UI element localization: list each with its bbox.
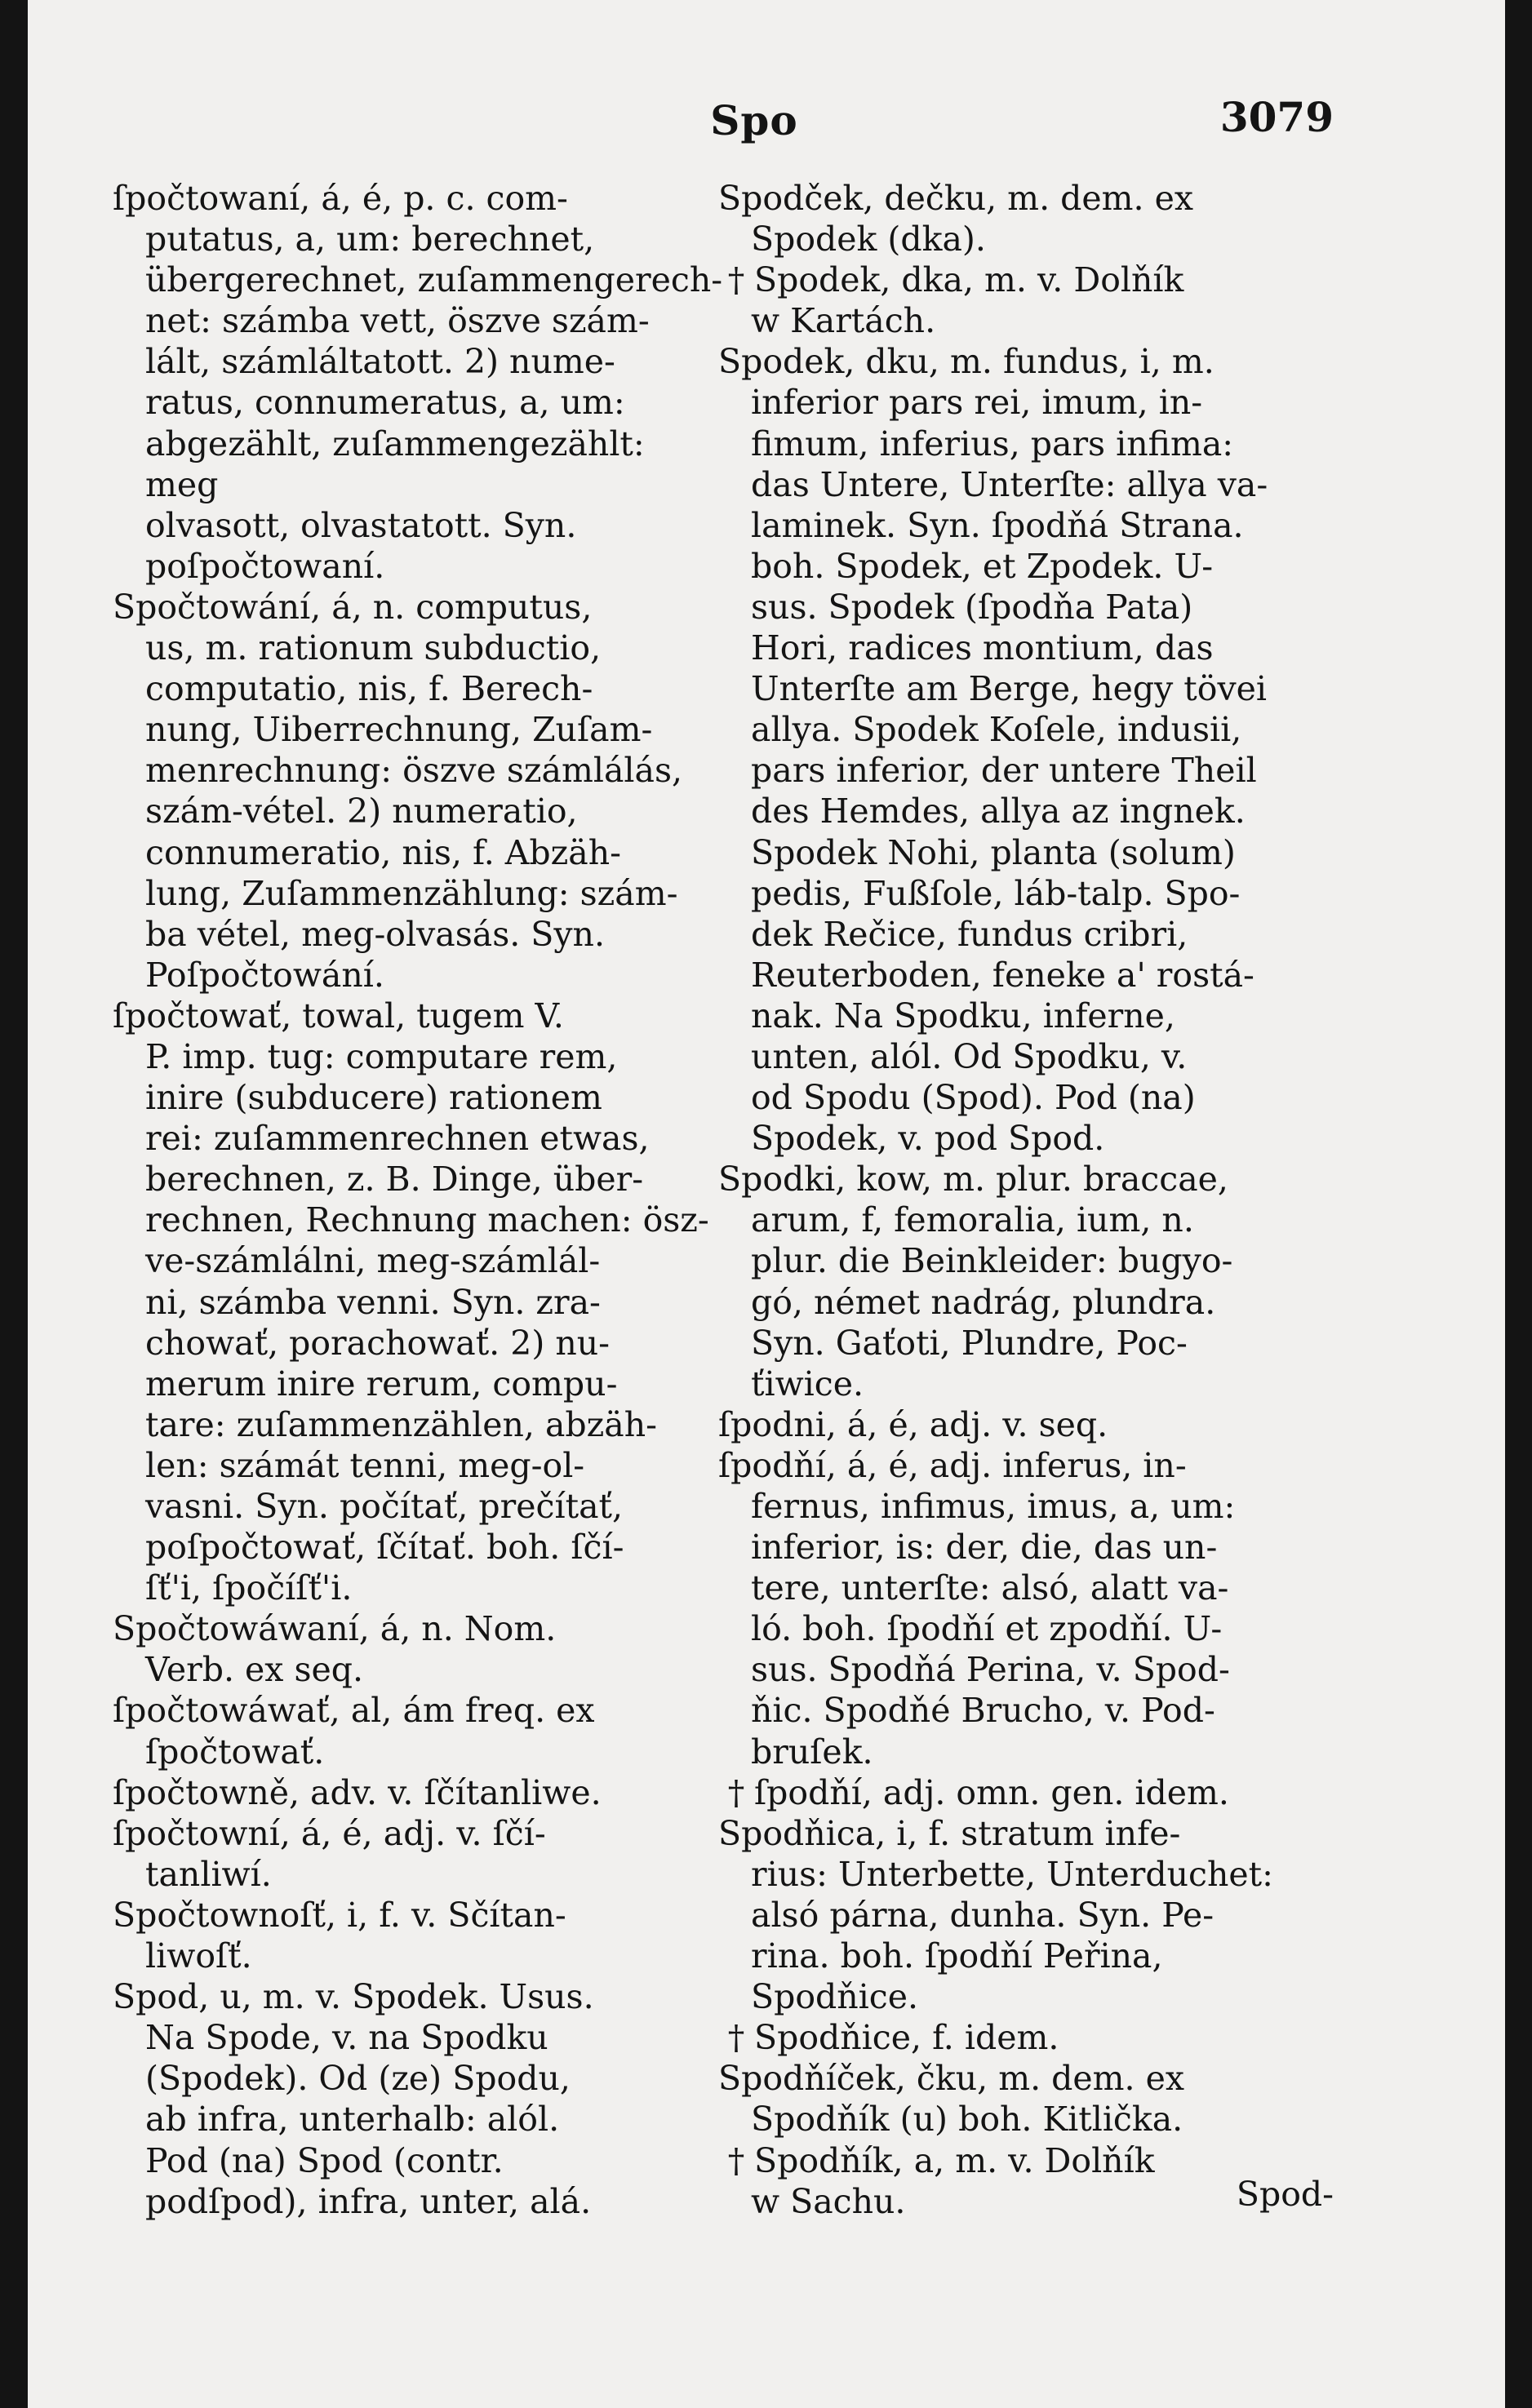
entry-continuation <box>718 1854 1332 1895</box>
entry-continuation <box>718 627 1332 668</box>
entry-text: Pod (na) Spod (contr. <box>145 2140 504 2180</box>
entry-continuation <box>718 1895 1332 1936</box>
dagger-mark: † <box>727 2140 745 2180</box>
entry-headline <box>113 1608 728 1649</box>
entry-text: dek Rečice, fundus cribri, <box>751 914 1188 954</box>
entry-continuation <box>113 1568 728 1608</box>
entry-text: nung, Uiberrechnung, Zuſam- <box>145 710 653 750</box>
entry-text: fimum, inferius, pars infima: <box>751 424 1234 463</box>
entry-continuation <box>718 1732 1332 1772</box>
entry-text: arum, f, femoralia, ium, n. <box>751 1200 1194 1240</box>
entry-continuation <box>113 2058 728 2099</box>
entry-text: tare: zuſammenzählen, abzäh- <box>145 1404 657 1444</box>
entry-headline <box>718 1404 1332 1445</box>
entry-text: ló. boh. ſpodňí et zpodňí. U- <box>751 1609 1223 1649</box>
entry-continuation <box>718 709 1332 750</box>
entry-text: (Spodek). Od (ze) Spodu, <box>145 2059 571 2099</box>
entry-headline <box>113 178 728 219</box>
entry-text: Spodňík (u) boh. Kitlička. <box>751 2100 1183 2140</box>
entry-text: rius: Unterbette, Unterduchet: <box>751 1854 1273 1894</box>
entry-text: tanliwí. <box>145 1854 272 1894</box>
entry-continuation <box>718 996 1332 1036</box>
entry-text: Spočtownoſť, i, f. v. Sčítan- <box>113 1895 566 1935</box>
entry-text: berechnen, z. B. Dinge, über- <box>145 1160 644 1200</box>
entry-continuation <box>718 1527 1332 1568</box>
dictionary-entry <box>718 1445 1332 1772</box>
entry-continuation <box>718 791 1332 831</box>
entry-text: alsó párna, dunha. Syn. Pe- <box>751 1895 1214 1935</box>
entry-continuation <box>113 1732 728 1772</box>
entry-text: unten, alól. Od Spodku, v. <box>751 1036 1188 1076</box>
entry-continuation <box>113 750 728 791</box>
entry-headline <box>718 178 1332 219</box>
entry-text: rei: zuſammenrechnen etwas, <box>145 1119 650 1159</box>
dictionary-entry <box>718 341 1332 1159</box>
entry-text: ſť'i, ſpočíſť'i. <box>145 1568 353 1608</box>
entry-text: ni, számba venni. Syn. zra- <box>145 1282 601 1322</box>
entry-text: Hori, radices montium, das <box>751 628 1214 668</box>
entry-text: P. imp. tug: computare rem, <box>145 1036 618 1076</box>
entry-continuation <box>718 587 1332 627</box>
entry-text: ſpočtowní, á, é, adj. v. ſčí- <box>113 1813 546 1853</box>
entry-headline <box>718 1159 1332 1200</box>
entry-text: ťiwice. <box>751 1364 864 1404</box>
entry-continuation <box>113 955 728 996</box>
entry-text: Spodek (dka). <box>751 220 986 259</box>
entry-continuation <box>718 464 1332 505</box>
dictionary-entry <box>718 259 1332 341</box>
dictionary-entry <box>113 1895 728 1976</box>
entry-continuation <box>113 1486 728 1527</box>
entry-text: szám-vétel. 2) numeratio, <box>145 792 578 831</box>
dictionary-entry <box>718 1404 1332 1445</box>
entry-headline <box>113 996 728 1036</box>
entry-continuation <box>718 1323 1332 1364</box>
entry-text: Spodňice, f. idem. <box>754 2018 1059 2058</box>
entry-text: Spodek, v. pod Spod. <box>751 1119 1105 1159</box>
entry-continuation <box>718 424 1332 464</box>
dictionary-entry <box>113 1813 728 1895</box>
entry-continuation <box>718 1240 1332 1281</box>
entry-headline <box>113 1772 728 1813</box>
entry-continuation <box>113 709 728 750</box>
entry-text: pedis, Fußſole, láb-talp. Spo- <box>751 873 1241 913</box>
entry-headline <box>113 1813 728 1854</box>
entry-continuation <box>718 505 1332 546</box>
entry-continuation <box>718 219 1332 259</box>
entry-text: len: számát tenni, meg-ol- <box>145 1445 585 1485</box>
entry-continuation <box>113 505 728 546</box>
dictionary-entry <box>113 1772 728 1813</box>
entry-continuation <box>113 1036 728 1077</box>
entry-text: putatus, a, um: berechnet, <box>145 220 595 259</box>
entry-continuation <box>718 873 1332 914</box>
dictionary-entry <box>113 996 728 1608</box>
entry-text: das Untere, Unterſte: allya va- <box>751 464 1268 504</box>
dictionary-entry <box>718 178 1332 259</box>
entry-continuation <box>113 1854 728 1895</box>
entry-continuation <box>718 546 1332 587</box>
entry-text: sus. Spodek (ſpodňa Pata) <box>751 587 1193 627</box>
entry-continuation <box>113 2181 728 2222</box>
entry-continuation <box>718 1282 1332 1323</box>
entry-continuation <box>718 914 1332 955</box>
entry-text: inferior, is: der, die, das un- <box>751 1528 1218 1568</box>
entry-text: des Hemdes, allya az ingnek. <box>751 792 1246 831</box>
running-head: Spo <box>710 96 798 144</box>
entry-text: Spod, u, m. v. Spodek. Usus. <box>113 1977 594 2017</box>
dagger-mark: † <box>727 1772 745 1812</box>
dictionary-entry <box>113 1608 728 1690</box>
entry-continuation <box>113 300 728 341</box>
entry-text: allya. Spodek Koſele, indusii, <box>751 710 1242 750</box>
entry-continuation <box>113 382 728 423</box>
entry-text: connumeratio, nis, f. Abzäh- <box>145 832 621 872</box>
entry-continuation <box>113 668 728 709</box>
entry-text: ſpočtowně, adv. v. ſčítanliwe. <box>113 1772 602 1812</box>
entry-text: abgezählt, zuſammengezählt: meg <box>145 424 645 504</box>
entry-text: nak. Na Spodku, inferne, <box>751 996 1175 1035</box>
entry-continuation <box>718 382 1332 423</box>
catchword: Spod- <box>1236 2175 1334 2214</box>
dictionary-entry <box>113 1690 728 1772</box>
entry-text: menrechnung: öszve számlálás, <box>145 751 683 791</box>
entry-continuation <box>718 832 1332 873</box>
entry-continuation <box>113 627 728 668</box>
entry-text: chowať, porachowať. 2) nu- <box>145 1323 611 1363</box>
entry-text: inire (subducere) rationem <box>145 1078 602 1118</box>
dictionary-entry <box>718 1813 1332 2017</box>
entry-continuation <box>718 1364 1332 1404</box>
entry-continuation <box>113 1936 728 1976</box>
entry-continuation <box>113 1649 728 1690</box>
entry-continuation <box>718 1486 1332 1527</box>
entry-continuation <box>113 341 728 382</box>
entry-text: ratus, connumeratus, a, um: <box>145 383 625 423</box>
entry-headline <box>113 587 728 627</box>
entry-continuation <box>113 1323 728 1364</box>
entry-continuation <box>718 300 1332 341</box>
entry-headline <box>718 341 1332 382</box>
entry-text: net: számba vett, öszve szám- <box>145 301 650 341</box>
entry-continuation <box>718 1608 1332 1649</box>
entry-continuation <box>113 259 728 300</box>
entry-continuation <box>718 1077 1332 1118</box>
entry-text: ňic. Spodňé Brucho, v. Pod- <box>751 1691 1215 1731</box>
entry-headline <box>718 259 1332 300</box>
entry-continuation <box>113 1364 728 1404</box>
entry-continuation <box>718 1690 1332 1731</box>
entry-continuation <box>113 424 728 505</box>
entry-headline <box>718 1813 1332 1854</box>
entry-text: Syn. Gaťoti, Plundre, Poc- <box>751 1323 1188 1363</box>
entry-text: tere, unterſte: alsó, alatt va- <box>751 1568 1229 1608</box>
dictionary-entry <box>718 2058 1332 2140</box>
entry-continuation <box>113 1118 728 1159</box>
entry-text: ab infra, unterhalb: alól. <box>145 2100 560 2140</box>
entry-text: vasni. Syn. počítať, prečítať, <box>145 1487 624 1526</box>
dictionary-entry <box>113 587 728 996</box>
entry-continuation <box>113 1240 728 1281</box>
entry-text: ſpočtowať, towal, tugem V. <box>113 996 564 1035</box>
left-column <box>113 178 728 2222</box>
entry-text: boh. Spodek, et Zpodek. U- <box>751 546 1214 586</box>
entry-text: ſpodni, á, é, adj. v. seq. <box>718 1404 1108 1444</box>
entry-continuation <box>718 1118 1332 1159</box>
dictionary-entry <box>718 2017 1332 2058</box>
entry-text: pars inferior, der untere Theil <box>751 751 1257 791</box>
entry-text: ve-számlálni, meg-számlál- <box>145 1241 601 1281</box>
entry-continuation <box>718 1649 1332 1690</box>
entry-text: gó, német nadrág, plundra. <box>751 1282 1216 1322</box>
entry-continuation <box>113 1404 728 1445</box>
dictionary-entry <box>718 1772 1332 1813</box>
entry-continuation <box>113 2017 728 2058</box>
dictionary-entry <box>718 1159 1332 1404</box>
entry-text: Spočtowání, á, n. computus, <box>113 587 593 627</box>
entry-continuation <box>718 955 1332 996</box>
entry-text: laminek. Syn. ſpodňá Strana. <box>751 505 1244 545</box>
entry-text: Spodki, kow, m. plur. braccae, <box>718 1160 1228 1200</box>
entry-text: ſpočtowaní, á, é, p. c. com- <box>113 179 568 218</box>
entry-text: ſpočtowať. <box>145 1732 325 1772</box>
entry-continuation <box>718 1200 1332 1240</box>
entry-continuation <box>718 1036 1332 1077</box>
entry-text: Verb. ex seq. <box>145 1650 364 1690</box>
entry-text: ſpočtowáwať, al, ám freq. ex <box>113 1691 595 1731</box>
entry-text: us, m. rationum subductio, <box>145 628 602 668</box>
entry-text: poſpočtowaní. <box>145 546 385 586</box>
dictionary-entry <box>113 1976 728 2222</box>
entry-headline <box>113 1976 728 2017</box>
entry-continuation <box>718 750 1332 791</box>
entry-continuation <box>113 1077 728 1118</box>
entry-continuation <box>113 546 728 587</box>
entry-headline <box>718 2058 1332 2099</box>
entry-text: inferior pars rei, imum, in- <box>751 383 1203 423</box>
entry-continuation <box>113 1159 728 1200</box>
entry-text: ba vétel, meg-olvasás. Syn. <box>145 914 605 954</box>
entry-continuation <box>718 668 1332 709</box>
entry-continuation <box>113 873 728 914</box>
entry-headline <box>718 1772 1332 1813</box>
entry-text: übergerechnet, zuſammengerech- <box>145 260 723 300</box>
entry-continuation <box>718 1936 1332 1976</box>
entry-headline <box>718 1445 1332 1486</box>
entry-continuation <box>113 2099 728 2140</box>
dagger-mark: † <box>727 260 745 300</box>
entry-text: ſpodňí, adj. omn. gen. idem. <box>754 1772 1229 1812</box>
entry-text: w Kartách. <box>751 301 936 341</box>
entry-text: Poſpočtowání. <box>145 955 384 995</box>
entry-continuation <box>113 1445 728 1486</box>
entry-text: lált, számláltatott. 2) nume- <box>145 342 615 382</box>
entry-text: Spodňíček, čku, m. dem. ex <box>718 2059 1184 2099</box>
entry-text: sus. Spodňá Perina, v. Spod- <box>751 1650 1230 1690</box>
entry-headline <box>113 1895 728 1936</box>
entry-continuation <box>718 1568 1332 1608</box>
entry-headline <box>718 2017 1332 2058</box>
entry-text: merum inire rerum, compu- <box>145 1364 618 1404</box>
entry-text: Spočtowáwaní, á, n. Nom. <box>113 1609 557 1649</box>
entry-text: Spodňica, i, f. stratum infe- <box>718 1813 1181 1853</box>
entry-text: Spodek Nohi, planta (solum) <box>751 832 1236 872</box>
entry-text: w Sachu. <box>751 2181 906 2221</box>
entry-text: liwoſť. <box>145 1936 252 1976</box>
entry-text: Spodček, dečku, m. dem. ex <box>718 179 1193 218</box>
entry-text: podſpod), infra, unter, alá. <box>145 2181 592 2221</box>
entry-text: olvasott, olvastatott. Syn. <box>145 505 577 545</box>
entry-text: ſpodňí, á, é, adj. inferus, in- <box>718 1445 1187 1485</box>
entry-text: plur. die Beinkleider: bugyo- <box>751 1241 1233 1281</box>
entry-continuation <box>113 1200 728 1240</box>
page-number: 3079 <box>1219 93 1334 141</box>
entry-text: rechnen, Rechnung machen: ösz- <box>145 1200 709 1240</box>
entry-text: bruſek. <box>751 1732 873 1772</box>
entry-continuation <box>718 1976 1332 2017</box>
entry-continuation <box>113 1282 728 1323</box>
entry-continuation <box>113 791 728 831</box>
entry-text: fernus, infimus, imus, a, um: <box>751 1487 1236 1526</box>
right-column <box>718 178 1332 2222</box>
entry-continuation <box>718 2099 1332 2140</box>
entry-headline <box>113 1690 728 1731</box>
entry-text: Spodek, dku, m. fundus, i, m. <box>718 342 1214 382</box>
dictionary-page <box>28 0 1505 2408</box>
entry-text: Spodňice. <box>751 1977 919 2017</box>
entry-text: od Spodu (Spod). Pod (na) <box>751 1078 1196 1118</box>
entry-text: poſpočtowať, ſčítať. boh. ſčí- <box>145 1528 624 1568</box>
dagger-mark: † <box>727 2018 745 2058</box>
entry-continuation <box>113 1527 728 1568</box>
entry-text: computatio, nis, f. Berech- <box>145 669 593 709</box>
entry-continuation <box>113 914 728 955</box>
entry-continuation <box>113 2140 728 2181</box>
entry-text: Na Spode, v. na Spodku <box>145 2018 548 2058</box>
entry-text: Unterſte am Berge, hegy tövei <box>751 669 1267 709</box>
entry-text: Reuterboden, feneke a' rostá- <box>751 955 1254 995</box>
entry-text: Spodek, dka, m. v. Dolňík <box>754 260 1184 300</box>
dictionary-entry <box>113 178 728 587</box>
entry-text: lung, Zuſammenzählung: szám- <box>145 873 678 913</box>
entry-continuation <box>113 832 728 873</box>
entry-continuation <box>113 219 728 259</box>
entry-text: rina. boh. ſpodňí Peřina, <box>751 1936 1163 1976</box>
entry-text: Spodňík, a, m. v. Dolňík <box>754 2140 1155 2180</box>
